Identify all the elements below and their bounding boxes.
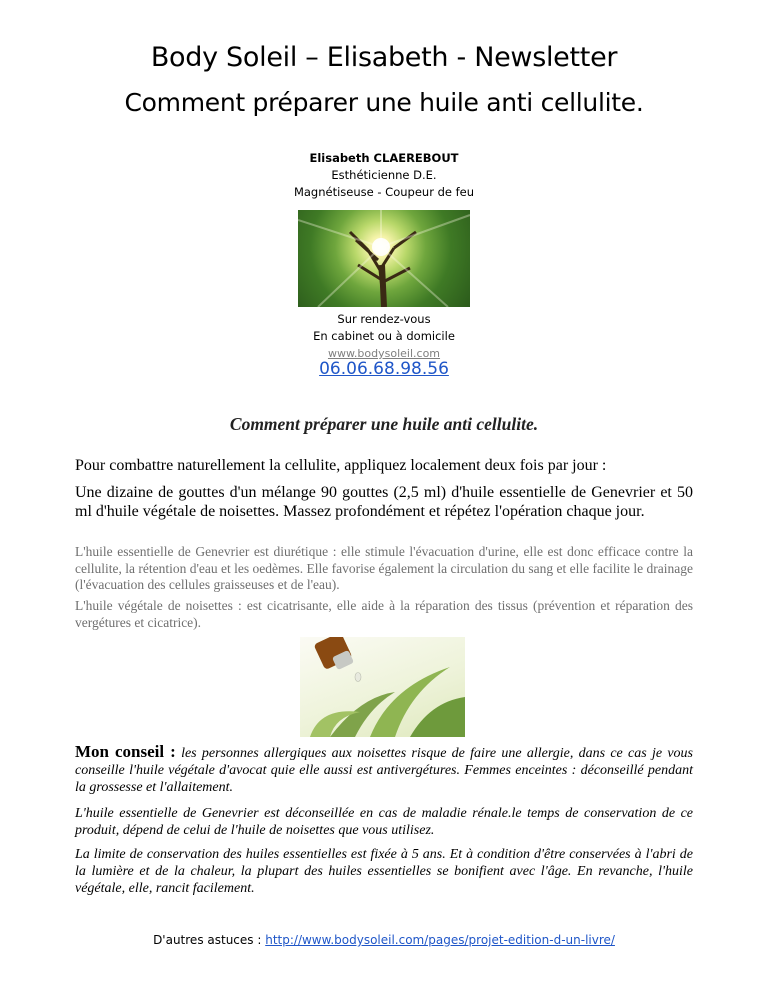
advice-text: les personnes allergiques aux noisettes risque de faire une allergie, dans ce cas je vous conseille l'huile végétale d'avocat quie elle aussi est antivergétures. Femmes enceintes : déconseillé pendant la grossesse et l'allaitement. bbox=[75, 746, 693, 795]
article-subtitle: Comment préparer une huile anti cellulite. bbox=[229, 414, 539, 434]
tree-sunlight-image bbox=[298, 210, 470, 307]
oil-illustration bbox=[300, 637, 465, 737]
footer bbox=[0, 933, 768, 947]
newsletter-title: Body Soleil – Elisabeth - Newsletter bbox=[150, 42, 618, 73]
tree-illustration bbox=[298, 210, 470, 307]
phone-link bbox=[0, 359, 768, 379]
paragraph-intro: Pour combattre naturellement la cellulite, appliquez localement deux fois par jour : bbox=[75, 457, 607, 474]
paragraph-noisettes: L'huile végétale de noisettes : est cicatrisante, elle aide à la réparation des tissus (prévention et réparation des vergétures et cicatrice). bbox=[75, 598, 693, 630]
essential-oil-dropper-image bbox=[300, 637, 465, 737]
paragraph-recipe: Une dizaine de gouttes d'un mélange 90 gouttes (2,5 ml) d'huile essentielle de Genevrier et 50 ml d'huile végétale de noisettes. Massez profondément et répétez l'opération chaque jour. bbox=[75, 484, 693, 520]
author-job-1: Esthéticienne D.E. bbox=[331, 168, 437, 182]
paragraph-conservation: La limite de conservation des huiles essentielles est fixée à 5 ans. Et à condition d'être conservées à l'abri de la lumière et de la chaleur, la plupart des huiles essentielles se bonifient avec l'âge. En revanche, l'huile végétale, elle, rancit facilement. bbox=[75, 847, 693, 896]
footer-link[interactable]: http://www.bodysoleil.com/pages/projet-edition-d-un-livre/ bbox=[265, 933, 615, 947]
author-name: Elisabeth CLAEREBOUT bbox=[309, 151, 459, 165]
contact-line-1: Sur rendez-vous bbox=[337, 312, 431, 326]
advice-lead: Mon conseil : bbox=[75, 742, 176, 761]
footer-label: D'autres astuces : bbox=[153, 933, 266, 947]
paragraph-genevrier: L'huile essentielle de Genevrier est diurétique : elle stimule l'évacuation d'urine, elle est donc efficace contre la cellulite, la rétention d'eau et les oedèmes. Elle favorise également la circulation du sang et elle facilite le drainage (l'évacuation des cellules graisseuses et de l'eau). bbox=[75, 544, 693, 592]
author-block bbox=[0, 150, 768, 201]
paragraph-warning: L'huile essentielle de Genevrier est déconseillée en cas de maladie rénale.le temps de conservation de ce produit, dépend de celui de l'huile de noisettes que vous utilisez. bbox=[75, 806, 693, 838]
page-title: Comment préparer une huile anti cellulite. bbox=[124, 88, 644, 117]
phone-number[interactable]: 06.06.68.98.56 bbox=[319, 359, 449, 379]
paragraph-advice bbox=[75, 743, 693, 796]
website-link[interactable]: www.bodysoleil.com bbox=[327, 347, 441, 360]
author-job-2: Magnétiseuse - Coupeur de feu bbox=[293, 185, 475, 199]
contact-block bbox=[0, 311, 768, 362]
contact-line-2: En cabinet ou à domicile bbox=[313, 329, 455, 343]
